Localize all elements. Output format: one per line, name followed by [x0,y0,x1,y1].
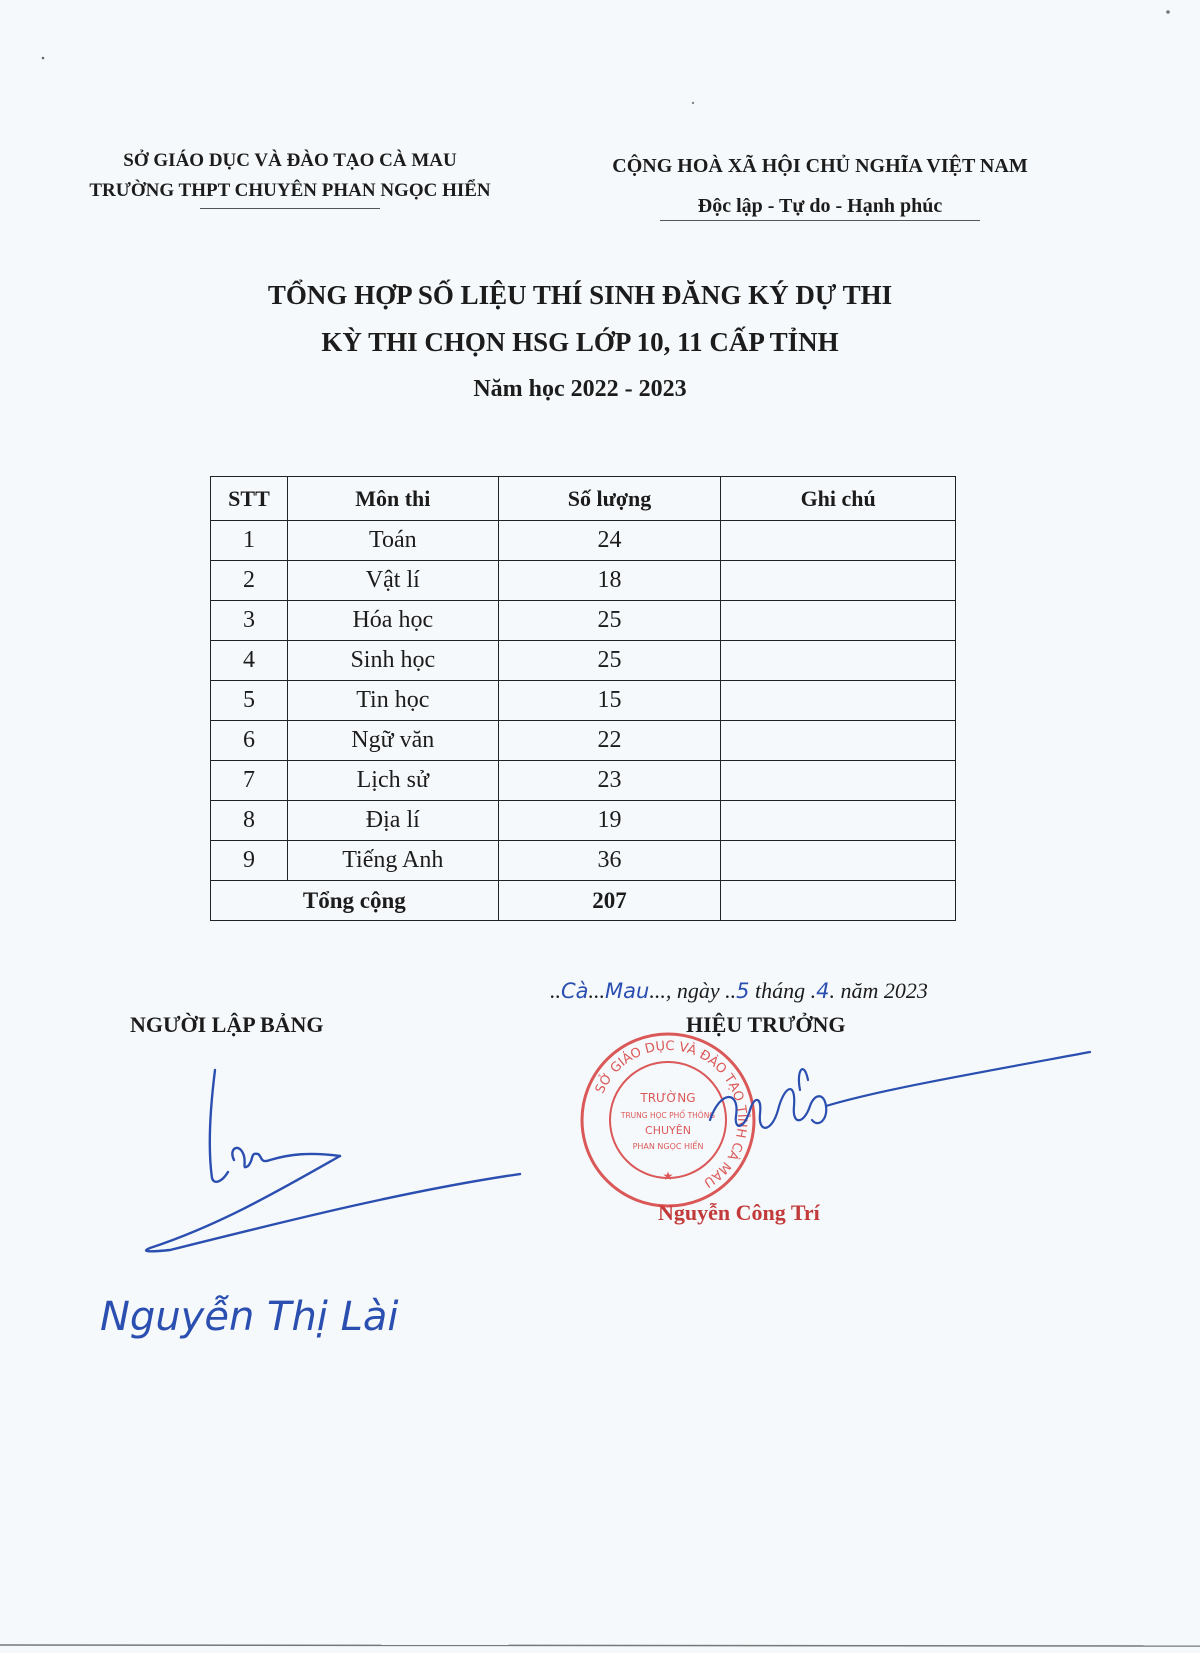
cell-count: 18 [498,561,721,601]
principal-title: HIỆU TRƯỞNG [686,1012,846,1037]
seal-line-3: CHUYÊN [645,1124,691,1137]
sig-stroke [799,1069,808,1090]
title-line-1: TỔNG HỢP SỐ LIỆU THÍ SINH ĐĂNG KÝ DỰ THI [267,280,893,310]
cell-stt: 7 [211,761,288,801]
table-header-row [211,477,956,521]
cell-note [721,801,956,841]
school-year: Năm học 2022 - 2023 [473,376,687,402]
seal-star-icon: ★ [662,1169,674,1183]
cell-stt: 3 [211,601,288,641]
cell-note [721,841,956,881]
cell-subject: Ngữ văn [287,721,498,761]
cell-subject: Sinh học [287,641,498,681]
cell-count: 22 [498,721,721,761]
cell-subject: Tin học [287,681,498,721]
cell-note [721,601,956,641]
cell-note [721,761,956,801]
cell-count: 15 [498,681,721,721]
total-value: 207 [498,881,721,921]
scan-speck [692,102,694,104]
seal-ring-text: SỞ GIÁO DỤC VÀ ĐÀO TẠO TỈNH CÀ MAU [592,1038,750,1190]
scan-edge-line [0,1645,1200,1646]
cell-subject: Địa lí [287,801,498,841]
table-row [211,841,956,881]
cell-subject: Hóa học [287,601,498,641]
table-row [211,681,956,721]
date-month-label: tháng . [749,978,817,1003]
cell-count: 25 [498,641,721,681]
national-header [560,146,1080,221]
agency-name: SỞ GIÁO DỤC VÀ ĐÀO TẠO CÀ MAU [123,150,457,171]
cell-subject: Toán [287,521,498,561]
cell-stt: 5 [211,681,288,721]
cell-stt: 4 [211,641,288,681]
cell-subject: Tiếng Anh [287,841,498,881]
date-line [550,978,928,1004]
seal-line-4: PHAN NGỌC HIỂN [632,1142,704,1151]
preparer-signature [100,1060,530,1360]
date-day-label: ngày .. [671,978,737,1003]
date-year-label: . năm 2023 [829,978,928,1003]
date-month-handwritten: 4 [816,979,830,1003]
sig-stroke [710,1089,826,1128]
cell-count: 23 [498,761,721,801]
table-row [211,721,956,761]
cell-subject: Vật lí [287,561,498,601]
preparer-signature-strokes [146,1070,520,1251]
table-row [211,521,956,561]
cell-count: 19 [498,801,721,841]
scan-speck [42,57,45,60]
cell-note [721,681,956,721]
table-row [211,601,956,641]
cell-stt: 6 [211,721,288,761]
cell-note [721,561,956,601]
table-row [211,801,956,841]
date-place-handwritten: Cà [561,979,589,1003]
cell-stt: 9 [211,841,288,881]
col-header-count: Số lượng [498,477,721,521]
table-total-row [211,881,956,921]
registration-table [210,476,956,921]
total-note [721,881,956,921]
cell-note [721,641,956,681]
table-row [211,561,956,601]
cell-count: 36 [498,841,721,881]
cell-note [721,721,956,761]
cell-stt: 2 [211,561,288,601]
principal-signature [700,1050,1100,1170]
col-header-subject: Môn thi [287,477,498,521]
principal-signature-strokes [710,1052,1090,1128]
date-place2-handwritten: Mau [605,979,650,1003]
preparer-title: NGƯỜI LẬP BẢNG [130,1012,324,1037]
sig-stroke [146,1156,520,1251]
cell-count: 24 [498,521,721,561]
sig-stroke [826,1052,1090,1106]
title-line-2: KỲ THI CHỌN HSG LỚP 10, 11 CẤP TỈNH [321,327,839,357]
total-label: Tổng cộng [211,881,499,921]
school-name: TRƯỜNG THPT CHUYÊN PHAN NGỌC HIỂN [89,180,491,201]
sig-stroke [210,1070,228,1182]
seal-line-2: TRUNG HỌC PHỔ THÔNG [620,1111,716,1120]
col-header-note: Ghi chú [721,477,956,521]
scan-speck [1166,10,1170,14]
header-left-rule [200,208,380,209]
agency-header [60,146,520,209]
cell-count: 25 [498,601,721,641]
cell-subject: Lịch sử [287,761,498,801]
national-title: CỘNG HOÀ XÃ HỘI CHỦ NGHĨA VIỆT NAM [612,155,1028,177]
cell-stt: 8 [211,801,288,841]
date-dots: ... [588,978,606,1003]
document-title [0,272,1160,413]
cell-stt: 1 [211,521,288,561]
seal-line-1: TRƯỜNG [640,1091,696,1105]
col-header-stt: STT [211,477,288,521]
cell-note [721,521,956,561]
principal-name: Nguyễn Công Trí [658,1200,820,1225]
national-motto: Độc lập - Tự do - Hạnh phúc [697,195,943,217]
preparer-name-handwritten: Nguyễn Thị Lài [100,1294,399,1340]
table-row [211,761,956,801]
table-row [211,641,956,681]
date-day-handwritten: 5 [736,979,750,1003]
date-dots: .. [550,978,561,1003]
date-dots: ..., [649,978,672,1003]
